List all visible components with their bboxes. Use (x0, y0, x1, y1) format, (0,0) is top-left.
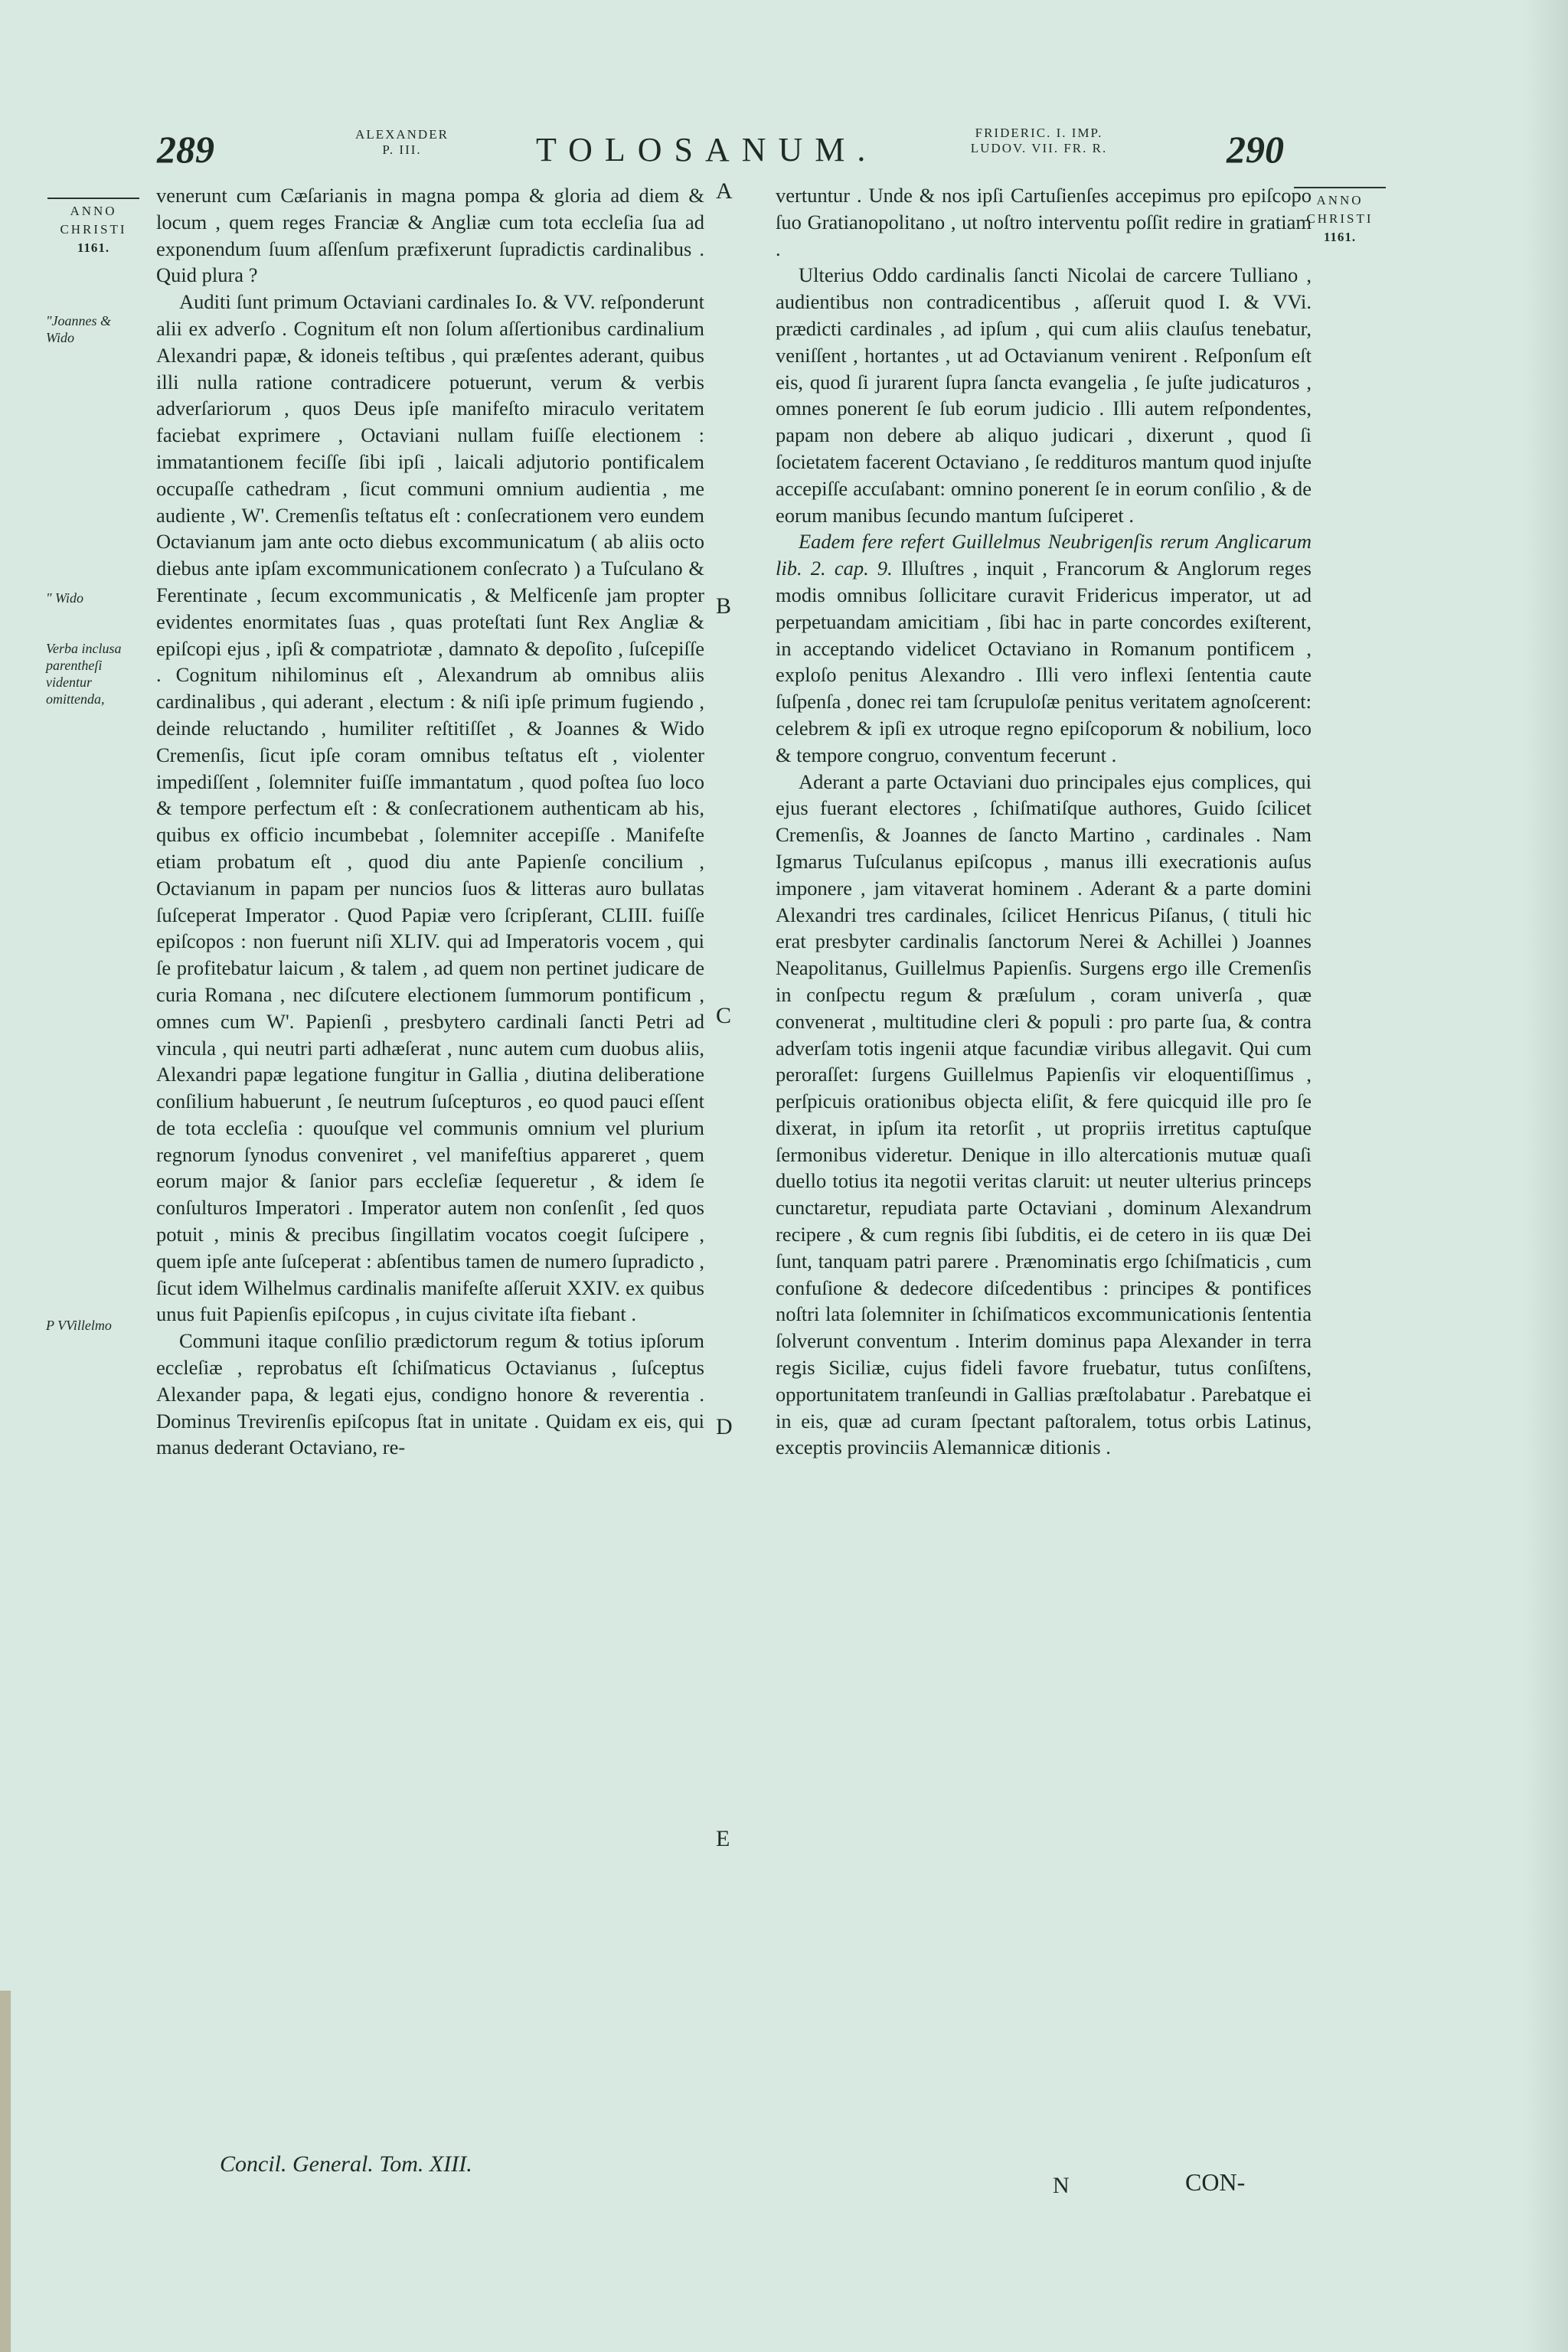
left-paragraph-1: venerunt cum Cæſarianis in magna pompa & gloria ad diem & locum , quem reges Franciæ & Angliæ cum tota eccleſia ſua ad exponendum ſuum aſſenſum præfixerunt ſupradictis cardinalibus . Quid plura ? (156, 184, 704, 287)
page-edge-shadow (1524, 0, 1568, 2352)
left-paragraph-2: Auditi ſunt primum Octaviani cardinales Io. & VV. reſponderunt alii ex adverſo . Cognitum eſt non ſolum aſſertionibus cardinalium Alexandri papæ, & idoneis teſtibus , qui præſentes aderant, quibus illi nulla ratione contradicere potuerunt, verum & verbis adverſariorum , quos Deus ipſe manifeſto miraculo veritatem faciebat exprimere , Octaviani nullam fuiſſe electionem : immatantionem feciſſe ſibi ipſi , laicali adjutorio pontificalem occupaſſe cathedram , ſicut communi omnium audientia , me audiente , W'. Cremenſis teſtatus eſt : conſecrationem vero eundem Octavianum jam ante octo diebus excommunicatum ( ab aliis octo diebus ante ipſam excommunicationem conſecrato ) a Tuſculano & Ferentinate , ſecum excommunicatis , & Melficenſe jam propter evidentes enormitates ſuas , quas proteſtati ſunt Rex Angliæ & epiſcopi ejus , ipſi & compatriotæ , damnato & depoſito , ſuſcepiſſe . Cognitum nihilominus eſt , Alexandrum ab omnibus aliis cardinalibus , qui aderant , electum : & niſi ipſe primum fugiendo , deinde reluctando , humiliter reſtitiſſet , & Joannes & Wido Cremenſis, ſicut ipſe coram omnibus teſtatus eſt , violenter impediſſent , ſolemniter fuiſſe immantatum , quod poſtea ſuo loco & tempore perfectum eſt : & conſecrationem authenticam ab his, quibus ex officio incumbebat , ſolemniter accepiſſe . Manifeſte etiam probatum eſt , quod diu ante Papienſe concilium , Octavianum in papam per nuncios ſuos & litteras auro bullatas ſuſceperat Imperator . Quod Papiæ vero ſcripſerant, CLIII. fuiſſe epiſcopos : non fuerunt niſi XLIV. qui ad Imperatoris vocem , qui ſe profitebatur laicum , & talem , ad quem non pertinet judicare de curia Romana , nec diſcutere electionem ſummorum pontificum , omnes cum W'. Papienſi , presbytero cardinali ſancti Petri ad vincula , qui neutri parti adhæſerat , nunc autem cum duobus aliis, Alexandri papæ legatione fungitur in Gallia , diutina deliberatione conſilium habuerunt , ſe neutrum ſuſcepturos , eo quod pauci eſſent de tota eccleſia : quouſque vel communis omnium vel plurium regnorum ſynodus conveniret , vel manifeſtius appareret , quem eorum major & ſanior pars eccleſiæ ſequeretur , & idem ſe conſulturos Imperatori . Imperator autem non conſenſit , ſed quos potuit , minis & precibus ſingillatim vocatos coegit ſuſcipere , quem ipſe ante ſuſceperat : abſentibus tamen de numero ſupradicto , ſicut idem Wilhelmus cardinalis manifeſte aſſeruit XXIV. ex quibus unus fuit Papienſis epiſcopus , in cujus civitate iſta fiebant . (156, 290, 704, 1326)
footer-signature: N (1053, 2173, 1070, 2198)
right-page-number: 290 (1227, 128, 1284, 171)
citation-text: Eadem fere refert Guillelmus Neubrigenſis rerum Anglicarum lib. 2. cap. 9. (776, 530, 1312, 580)
left-year-marker: ANNO CHRISTI 1161. (47, 198, 139, 257)
page-title: TOLOSANUM. (536, 131, 878, 168)
left-text-column (156, 182, 704, 1461)
binding-edge (0, 1991, 11, 2352)
section-marker-a: A (716, 178, 733, 204)
citation-quote: Illuſtres , inquit , Francorum & Anglorum reges modis omnibus ſollicitare curavit Fridericus imperator, ut ad perpetuandam amicitiam , ſibi hac in parte concordes exiſterent, in acceptando videlicet Octaviano in Romanum pontificem , exploſo penitus Alexandro . Illi vero inflexi ſententia caute ſuſpenſa , donec rei tam ſcrupuloſæ penitus veritatem agnoſcerent: celebrem & ipſi ex utroque regno epiſcoporum & nobilium, loco & tempore congruo, conventum fecerunt . (776, 557, 1312, 766)
left-running-head: ALEXANDER P. III. (355, 127, 449, 157)
margin-note-willelmo: P VVillelmo (46, 1318, 112, 1333)
margin-note-verba: Verba inclusa parentheſi videntur omittenda, (46, 641, 122, 707)
left-page-number: 289 (157, 128, 214, 171)
right-paragraph-2: Ulterius Oddo cardinalis ſancti Nicolai de carcere Tulliano , audientibus non contradicentibus , aſſeruit quod I. & VVi. prædicti cardinales , ad ipſum , qui cum aliis clauſus tenebatur, veniſſent , hortantes , ut ad Octavianum venirent . Reſponſum eſt eis, quod ſi jurarent ſupra ſancta evangelia , ſe juſte judicaturos , omnes ponerent ſe ſub eorum judicio . Illi autem reſpondentes, papam non debere ab aliquo judicari , dixerunt , quod ſi ſocietatem facerent Octaviano , ſe reddituros mantum quod injuſte accepiſſe accuſabant: omnino ponerent ſe in eorum conſilio , & de eorum manibus ſecundo mantum ſuſciperet . (776, 263, 1312, 527)
left-paragraph-3: Communi itaque conſilio prædictorum regum & totius ipſorum eccleſiæ , reprobatus eſt ſchiſmaticus Octavianus , ſuſceptus Alexander papa, & legati ejus, condigno honore & reverentia . Dominus Trevirenſis epiſcopus ſtat in unitate . Quidam ex eis, qui manus dederant Octaviano, re- (156, 1329, 704, 1459)
margin-note-joannes: "Joannes & Wido (46, 313, 112, 345)
left-anno-rule (47, 198, 139, 199)
margin-note-wido: " Wido (46, 590, 84, 606)
right-text-column (776, 182, 1312, 1461)
section-marker-c: C (716, 1003, 732, 1028)
right-citation (776, 528, 1312, 768)
section-marker-b: B (716, 593, 732, 619)
footer-catchword: CON- (1185, 2168, 1246, 2196)
section-marker-d: D (716, 1414, 733, 1439)
page-header (0, 121, 1568, 182)
right-running-head: FRIDERIC. I. IMP. LUDOV. VII. FR. R. (970, 126, 1108, 155)
right-paragraph-1: vertuntur . Unde & nos ipſi Cartuſienſes accepimus pro epiſcopo ſuo Gratianopolitano , ut noſtro interventu poſſit redire in gratiam . (776, 184, 1312, 260)
right-year-marker: ANNO CHRISTI 1161. (1294, 187, 1386, 247)
footer-volume-title: Concil. General. Tom. XIII. (220, 2151, 472, 2177)
right-paragraph-3: Aderant a parte Octaviani duo principales ejus complices, qui ejus fuerant electores , ſchiſmatiſque authores, Guido ſcilicet Cremenſis, & Joannes de ſancto Martino , cardinales . Nam Igmarus Tuſculanus epiſcopus , manus illi execrationis auſus imponere , jam vitaverat hominem . Aderant & a parte domini Alexandri tres cardinales, ſcilicet Henricus Piſanus, ( tituli hic erat presbyter cardinalis ſanctorum Nerei & Achillei ) Joannes Neapolitanus, Guillelmus Papienſis. Surgens ergo ille Cremenſis in conſpectu regum & præſulum , coram univerſa , quæ convenerat , multitudine cleri & populi : pro parte ſua, & contra adverſam totis ingenii atque facundiæ viribus allegavit. Qui cum peroraſſet: ſurgens Guillelmus Papienſis vir eloquentiſſimus , perſpicuis orationibus objecta eliſit, & fere quicquid ille pro ſe dixerat, in ipſum ita retorſit , ut propriis irretitus captuſque ſermonibus videretur. Denique in illo altercationis mutuæ quaſi duello totius ita negotii veritas claruit: ut neuter ulterius princeps cunctaretur, repudiata parte Octaviani , dominum Alexandrum recipere , & cum regnis ſibi ſubditis, ei de cetero in iis quæ Dei ſunt, tanquam patri parere . Prænominatis ergo ſchiſmaticis , cum confuſione & dedecore diſcedentibus : principes & pontifices noſtri lata ſolemniter in ſchiſmaticos excommunicationis ſententia ſolverunt conventum . Interim dominus papa Alexander in terra regis Siciliæ, cujus fideli favore fruebatur, tutus conſiſtens, opportunitatem tranſeundi in Gallias præſtolabatur . Parebatque ei in eis, quæ ad curam ſpectant paſtoralem, totus orbis Latinus, exceptis provinciis Alemannicæ ditionis . (776, 769, 1312, 1459)
section-marker-e: E (716, 1826, 730, 1851)
